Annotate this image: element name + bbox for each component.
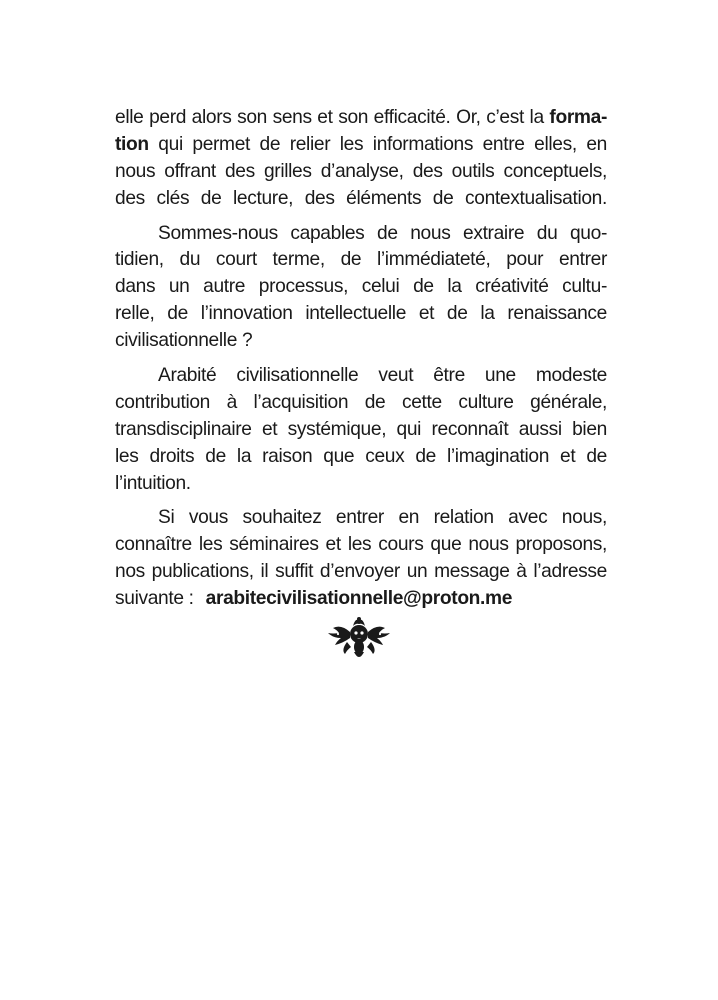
paragraph-4	[115, 505, 607, 613]
paragraph-1-line-2: tion qui permet de relier les informations entre elles, en	[115, 133, 607, 155]
paragraph-1-line-1: elle perd alors son sens et son efficacité. Or, c’est la forma-	[115, 107, 608, 128]
paragraph-2-line-4: relle, de l’innovation intellectuelle et de la renaissance	[115, 303, 607, 325]
paragraph-4-line-3: nos publications, il suffit d’envoyer un message à l’adresse	[115, 561, 607, 583]
paragraph-2-line-5: civilisationnelle ?	[115, 330, 253, 352]
paragraph-3-line-5: l’intuition.	[115, 472, 191, 494]
paragraph-1	[115, 105, 607, 213]
fleuron-ornament-icon	[327, 614, 391, 662]
paragraph-3-line-2: contribution à l’acquisition de cette culture générale,	[115, 391, 607, 413]
paragraph-4-line-1: Si vous souhaitez entrer en relation avec nous,	[158, 507, 607, 529]
paragraph-2-line-3: dans un autre processus, celui de la créativité cultu-	[115, 276, 607, 298]
contact-email: arabitecivilisationnelle@proton.me	[205, 588, 513, 610]
paragraph-4-line-2: connaître les séminaires et les cours que nous proposons,	[115, 534, 607, 556]
paragraph-3-line-1: Arabité civilisationnelle veut être une modeste	[158, 365, 607, 387]
paragraph-2	[115, 221, 607, 355]
paragraph-4-line-4: suivante : arabitecivilisationnelle@proton.me	[115, 588, 513, 610]
paragraph-3-line-3: transdisciplinaire et systémique, qui reconnaît aussi bien	[115, 418, 607, 440]
paragraph-3-line-4: les droits de la raison que ceux de l’imagination et de	[115, 445, 607, 467]
paragraph-2-line-2: tidien, du court terme, de l’immédiateté, pour entrer	[115, 249, 607, 271]
paragraph-1-line-4: des clés de lecture, des éléments de contextualisation.	[115, 187, 607, 209]
paragraph-2-line-1: Sommes-nous capables de nous extraire du quo-	[158, 222, 607, 244]
bold-term-formation-part1: forma-	[549, 107, 608, 128]
paragraph-1-line-3: nous offrant des grilles d’analyse, des outils conceptuels,	[115, 160, 607, 182]
bold-term-formation-part2: tion	[115, 133, 149, 155]
body-text	[115, 105, 607, 613]
paragraph-3	[115, 363, 607, 497]
